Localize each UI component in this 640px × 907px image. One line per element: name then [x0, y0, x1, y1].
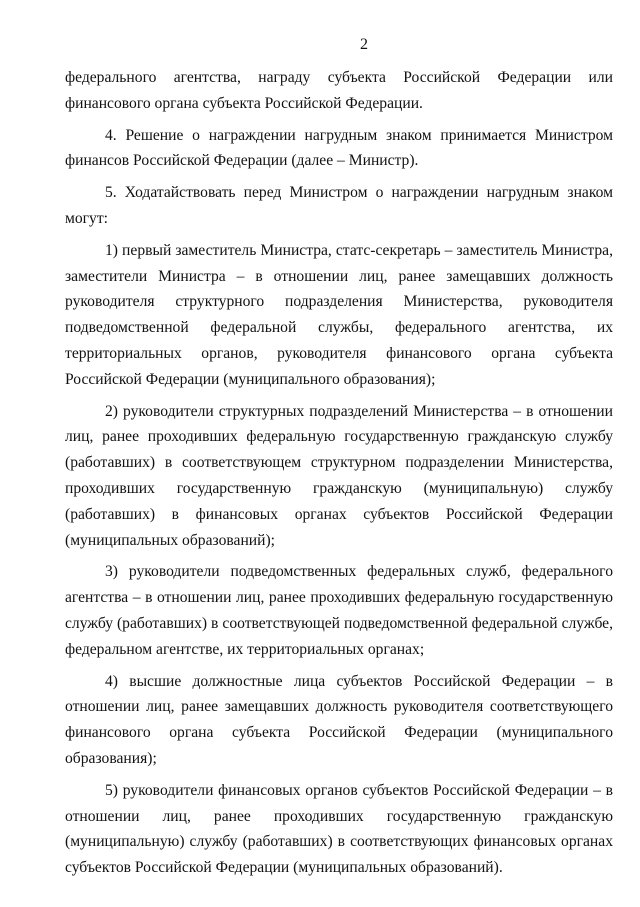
paragraph-subitem-2: 2) руководители структурных подразделений Министерства – в отношении лиц, ранее проходивших федеральную государственную гражданскую службу (работавших) в соответствующем структурном подразделении Министерства, проходивших государственную гражданскую (муниципальную) службу (работавших) в финансовых органах субъектов Российской Федерации (муниципальных образований); — [65, 402, 613, 549]
paragraph-item-4: 4. Решение о награждении нагрудным знаком принимается Министром финансов Российской Федерации (далее – Министр). — [65, 126, 613, 170]
paragraph-subitem-1: 1) первый заместитель Министра, статс-секретарь – заместитель Министра, заместители Министра – в отношении лиц, ранее замещавших должность руководителя структурного подразделения Министерства, руководителя подведомственной федеральной службы, федерального агентства, их территориальных органов, руководителя финансового органа субъекта Российской Федерации (муниципального образования); — [65, 241, 613, 388]
paragraph-subitem-3: 3) руководители подведомственных федеральных служб, федерального агентства – в отношении лиц, ранее проходивших федеральную государственную службу (работавших) в соответствующей подведомственной федеральной службе, федеральном агентстве, их территориальных органах; — [65, 563, 613, 658]
paragraph-item-5: 5. Ходатайствовать перед Министром о награждении нагрудным знаком могут: — [65, 184, 613, 227]
paragraph-continuation: федерального агентства, награду субъекта Российской Федерации или финансового органа субъекта Российской Федерации. — [65, 69, 613, 112]
paragraph-subitem-5: 5) руководители финансовых органов субъектов Российской Федерации – в отношении лиц, ранее проходивших государственную гражданскую (муниципальную) службу (работавших) в соответствующих финансовых органах субъектов Российской Федерации (муниципальных образований). — [65, 781, 613, 877]
paragraph-subitem-4: 4) высшие должностные лица субъектов Российской Федерации – в отношении лиц, ранее замещавших должность руководителя соответствующего финансового органа субъекта Российской Федерации (муниципального образования); — [65, 672, 613, 767]
page-number: 2 — [360, 36, 368, 53]
